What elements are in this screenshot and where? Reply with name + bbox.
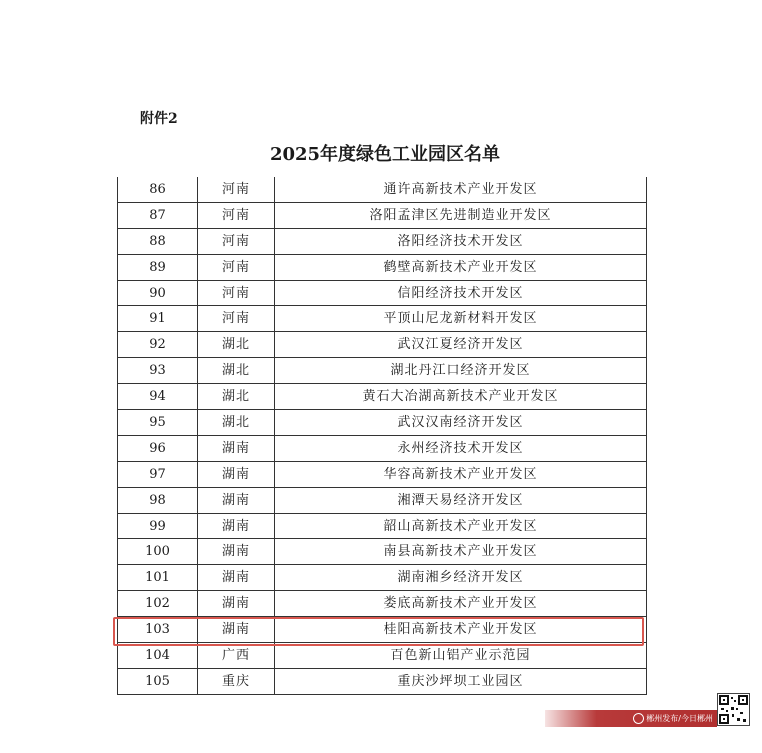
attachment-label: 附件2: [140, 111, 178, 127]
qr-code-icon[interactable]: [717, 693, 750, 726]
row-number: 86: [118, 177, 198, 202]
row-number: 97: [118, 461, 198, 487]
row-number: 101: [118, 565, 198, 591]
row-number: 103: [118, 617, 198, 643]
row-park-name: 重庆沙坪坝工业园区: [275, 668, 647, 694]
row-park-name: 南县高新技术产业开发区: [275, 539, 647, 565]
table-row: [118, 668, 647, 694]
row-province: 湖北: [198, 332, 275, 358]
row-province: 湖南: [198, 565, 275, 591]
table-row: [118, 202, 647, 228]
row-number: 99: [118, 513, 198, 539]
row-park-name: 洛阳孟津区先进制造业开发区: [275, 202, 647, 228]
row-number: 89: [118, 254, 198, 280]
table-row: [118, 410, 647, 436]
table-row: [118, 435, 647, 461]
table-row: [118, 280, 647, 306]
row-province: 湖南: [198, 539, 275, 565]
row-number: 96: [118, 435, 198, 461]
row-park-name: 洛阳经济技术开发区: [275, 228, 647, 254]
row-number: 95: [118, 410, 198, 436]
row-number: 93: [118, 358, 198, 384]
row-province: 河南: [198, 306, 275, 332]
parks-table: [117, 177, 647, 695]
table-row: [118, 643, 647, 669]
row-province: 河南: [198, 177, 275, 202]
watermark-logo-icon: [633, 713, 644, 724]
row-province: 广西: [198, 643, 275, 669]
table-row: [118, 177, 647, 202]
row-province: 河南: [198, 228, 275, 254]
row-province: 湖南: [198, 461, 275, 487]
row-number: 102: [118, 591, 198, 617]
row-park-name: 平顶山尼龙新材料开发区: [275, 306, 647, 332]
row-number: 105: [118, 668, 198, 694]
row-province: 湖北: [198, 358, 275, 384]
table-row: [118, 487, 647, 513]
row-number: 91: [118, 306, 198, 332]
row-park-name: 武汉汉南经济开发区: [275, 410, 647, 436]
row-province: 湖北: [198, 384, 275, 410]
row-park-name: 武汉江夏经济开发区: [275, 332, 647, 358]
table-row: [118, 384, 647, 410]
row-province: 湖北: [198, 410, 275, 436]
table-row: [118, 565, 647, 591]
row-number: 90: [118, 280, 198, 306]
row-number: 98: [118, 487, 198, 513]
table-row: [118, 539, 647, 565]
row-province: 河南: [198, 202, 275, 228]
row-number: 104: [118, 643, 198, 669]
row-province: 河南: [198, 254, 275, 280]
row-park-name: 桂阳高新技术产业开发区: [275, 617, 647, 643]
watermark-text: 郴州发布/今日郴州: [646, 714, 713, 723]
table-row: [118, 254, 647, 280]
source-watermark: [545, 710, 717, 727]
table-row: [118, 591, 647, 617]
row-park-name: 韶山高新技术产业开发区: [275, 513, 647, 539]
table-row: [118, 617, 647, 643]
row-park-name: 湖南湘乡经济开发区: [275, 565, 647, 591]
table-row: [118, 306, 647, 332]
row-province: 湖南: [198, 435, 275, 461]
row-park-name: 娄底高新技术产业开发区: [275, 591, 647, 617]
table-row: [118, 332, 647, 358]
row-province: 湖南: [198, 487, 275, 513]
row-number: 94: [118, 384, 198, 410]
row-number: 100: [118, 539, 198, 565]
row-province: 湖南: [198, 591, 275, 617]
table-row: [118, 358, 647, 384]
row-park-name: 华容高新技术产业开发区: [275, 461, 647, 487]
table-row: [118, 461, 647, 487]
row-province: 重庆: [198, 668, 275, 694]
row-park-name: 黄石大冶湖高新技术产业开发区: [275, 384, 647, 410]
table-row: [118, 513, 647, 539]
row-park-name: 永州经济技术开发区: [275, 435, 647, 461]
row-number: 88: [118, 228, 198, 254]
row-park-name: 信阳经济技术开发区: [275, 280, 647, 306]
row-province: 湖南: [198, 513, 275, 539]
document-title: 2025年度绿色工业园区名单: [269, 144, 501, 165]
row-number: 92: [118, 332, 198, 358]
row-number: 87: [118, 202, 198, 228]
row-park-name: 湖北丹江口经济开发区: [275, 358, 647, 384]
row-park-name: 百色新山铝产业示范园: [275, 643, 647, 669]
row-park-name: 通许高新技术产业开发区: [275, 177, 647, 202]
table-row: [118, 228, 647, 254]
row-province: 湖南: [198, 617, 275, 643]
row-province: 河南: [198, 280, 275, 306]
row-park-name: 湘潭天易经济开发区: [275, 487, 647, 513]
row-park-name: 鹤壁高新技术产业开发区: [275, 254, 647, 280]
